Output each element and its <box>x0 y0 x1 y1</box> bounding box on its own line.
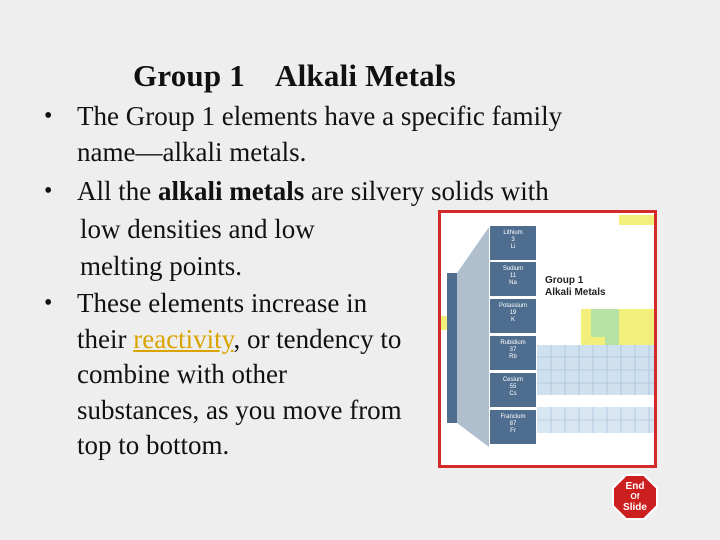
group-1-label <box>545 275 606 299</box>
periodic-table-grid <box>441 213 657 468</box>
element-number: 19 <box>509 310 517 316</box>
element-name: Potassium <box>498 303 527 309</box>
element-symbol: Rb <box>509 354 517 360</box>
bullet-2-text-post: are silvery solids with <box>304 176 549 206</box>
bullet-1-line-1: The Group 1 elements have a specific family <box>77 101 563 131</box>
bullet-marker: • <box>44 103 53 129</box>
element-card-rubidium <box>489 335 537 371</box>
end-of-slide-line-1: End <box>625 481 645 492</box>
bullet-2-line-1 <box>77 175 549 207</box>
periodic-table-figure <box>438 210 657 468</box>
element-number: 3 <box>511 237 515 243</box>
element-card-francium <box>489 409 537 445</box>
bullet-1-line-2: name—alkali metals. <box>77 137 307 167</box>
element-name: Francium <box>500 414 526 420</box>
group-1-label-line-2: Alkali Metals <box>545 287 606 298</box>
bullet-3-line-3: combine with other <box>77 359 287 389</box>
element-name: Cesium <box>502 377 524 383</box>
bullet-3-line-2 <box>77 323 401 355</box>
element-name: Sodium <box>502 266 524 272</box>
bullet-3-line-5: top to bottom. <box>77 430 230 460</box>
slide-title: Group 1 Alkali Metals <box>133 58 456 93</box>
bullet-marker: • <box>44 290 53 316</box>
column-fan-out <box>457 227 489 447</box>
element-symbol: K <box>510 317 515 323</box>
element-name: Rubidium <box>500 340 526 346</box>
element-symbol: Na <box>509 280 517 286</box>
element-card-lithium <box>489 225 537 261</box>
bullet-3-line-4: substances, as you move from <box>77 395 402 425</box>
element-number: 87 <box>509 421 517 427</box>
element-name: Lithium <box>503 230 523 236</box>
element-symbol: Li <box>510 244 516 250</box>
column-marker <box>441 316 447 330</box>
element-symbol: Fr <box>510 428 516 434</box>
group-1-column <box>447 273 457 423</box>
end-of-slide-line-3: Slide <box>623 502 647 513</box>
bullet-marker: • <box>44 178 53 204</box>
element-number: 11 <box>509 273 517 279</box>
bullet-3-text-post: , or tendency to <box>233 324 402 354</box>
bullet-2-line-2: low densities and low <box>80 214 315 244</box>
bullet-2-line-3: melting points. <box>80 251 242 281</box>
bullet-2-bold-term: alkali metals <box>158 176 305 206</box>
end-of-slide-button[interactable] <box>612 474 658 520</box>
bullet-3-text-pre: their <box>77 324 134 354</box>
end-of-slide-line-2: Of <box>630 492 640 501</box>
element-symbol: Cs <box>509 391 517 397</box>
element-number: 55 <box>509 384 517 390</box>
element-card-potassium <box>489 298 537 334</box>
grid-highlight <box>619 215 657 225</box>
group-1-label-line-1: Group 1 <box>545 275 584 286</box>
reactivity-link[interactable]: reactivity <box>133 324 234 354</box>
bullet-2-text-pre: All the <box>77 176 158 206</box>
element-number: 37 <box>509 347 517 353</box>
bullet-3-line-1: These elements increase in <box>77 288 368 318</box>
element-card-sodium <box>489 261 537 297</box>
element-card-cesium <box>489 372 537 408</box>
